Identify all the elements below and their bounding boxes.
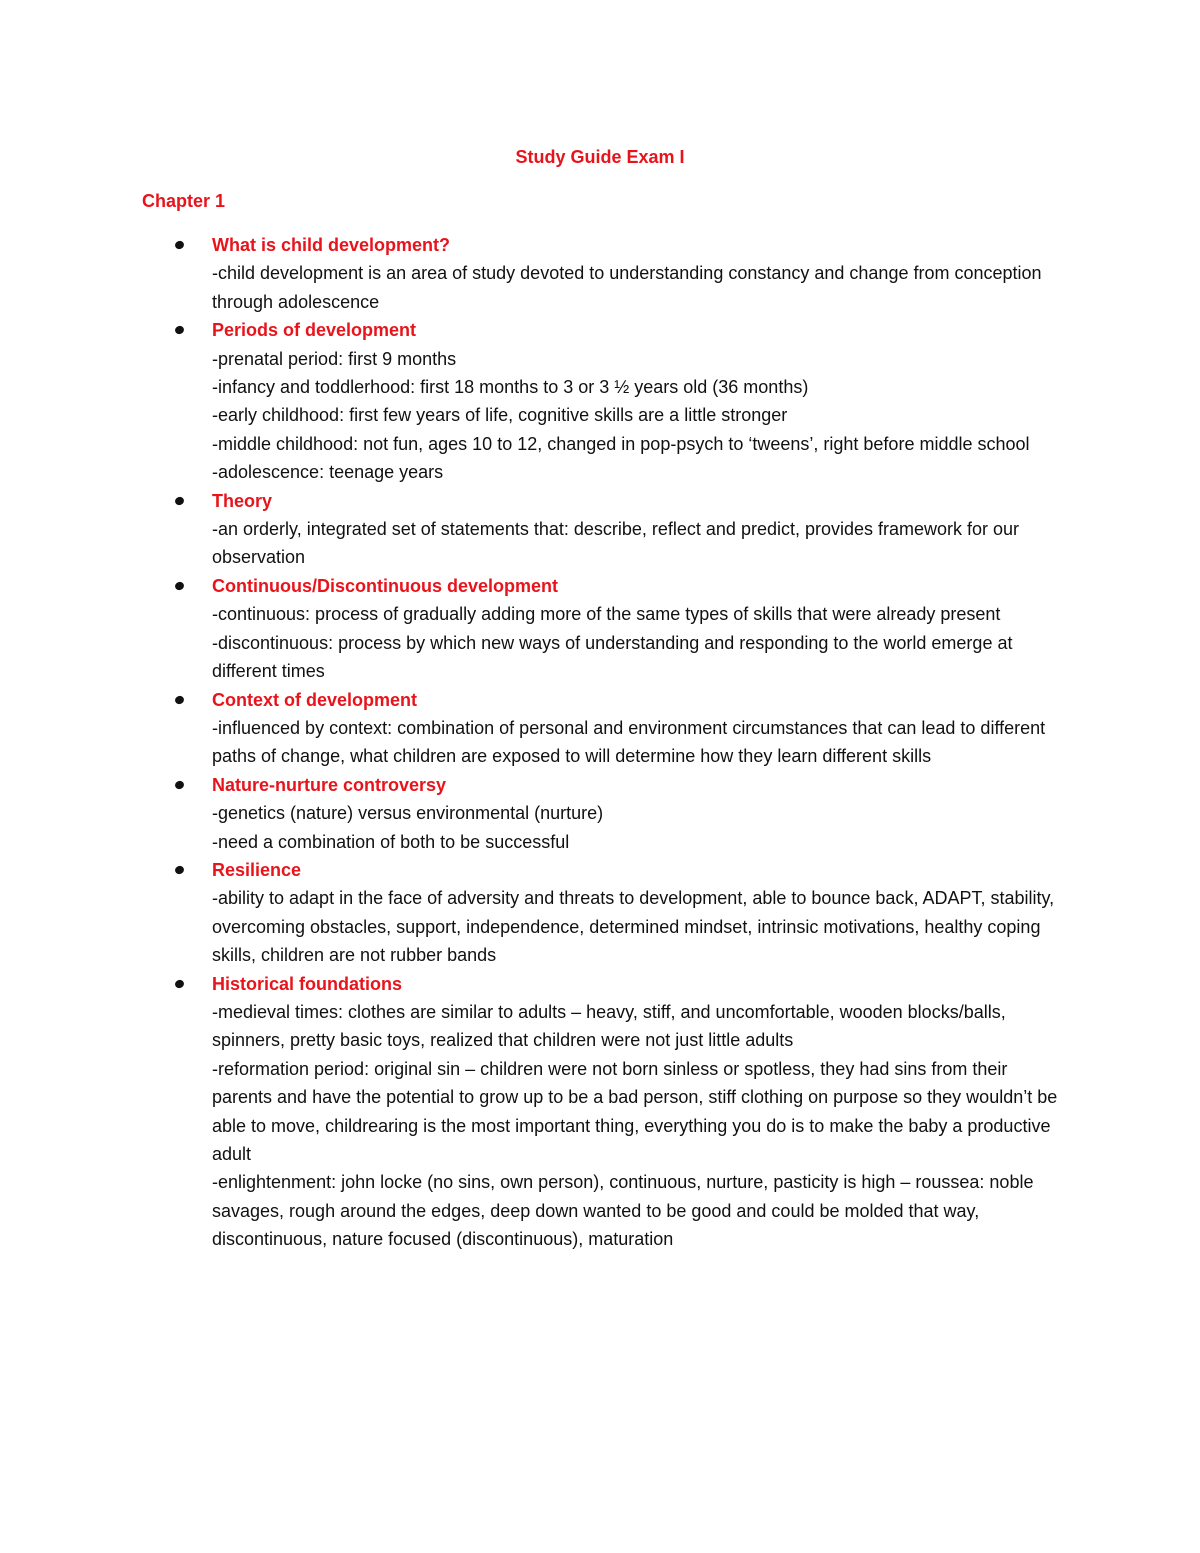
chapter-heading: Chapter 1: [142, 191, 226, 211]
bullet-icon: [174, 240, 185, 251]
topic-text: -enlightenment: john locke (no sins, own person), continuous, nurture, pasticity is high – roussea: noble savages, rough around the edges, deep down wanted to be good and could be molded that way, discontinuous, nature focused (discontinuous), maturation: [212, 1172, 1034, 1250]
topic-text: -infancy and toddlerhood: first 18 months to 3 or 3 ½ years old (36 months): [212, 377, 809, 398]
topic-item: [168, 572, 1068, 686]
bullet-icon: [174, 978, 185, 989]
topic-item: [168, 686, 1068, 771]
topic-heading: Nature-nurture controversy: [212, 774, 447, 795]
topic-text: -early childhood: first few years of life, cognitive skills are a little stronger: [212, 405, 788, 426]
topic-heading: Periods of development: [212, 320, 417, 341]
bullet-icon: [174, 865, 185, 876]
topic-heading: Theory: [212, 490, 273, 511]
topic-item: [168, 970, 1068, 1254]
bullet-icon: [174, 779, 185, 790]
topic-item: [168, 316, 1068, 486]
bullet-icon: [174, 325, 185, 336]
topic-heading: Continuous/Discontinuous development: [212, 575, 558, 596]
topic-text: -adolescence: teenage years: [212, 462, 444, 483]
topic-text: -an orderly, integrated set of statements that: describe, reflect and predict, provides framework for our observation: [212, 519, 1020, 568]
topic-item: [168, 231, 1068, 316]
topic-text: -discontinuous: process by which new ways of understanding and responding to the world emerge at different times: [212, 632, 1013, 682]
topic-heading: Context of development: [212, 689, 418, 710]
topic-text: -medieval times: clothes are similar to adults – heavy, stiff, and uncomfortable, wooden blocks/balls, spinners, pretty basic toys, realized that children were not just little adults: [212, 1001, 1006, 1051]
bullet-icon: [174, 694, 185, 705]
topic-text: -child development is an area of study devoted to understanding constancy and change from conception through adolescence: [212, 263, 1042, 312]
topic-text: -continuous: process of gradually adding more of the same types of skills that were already present: [212, 604, 1001, 625]
topic-text: -need a combination of both to be successful: [212, 831, 570, 852]
topic-heading: Resilience: [212, 859, 302, 880]
topic-item: [168, 856, 1068, 970]
topic-text: -influenced by context: combination of personal and environment circumstances that can lead to different paths of change, what children are exposed to will determine how they learn different skills: [212, 717, 1046, 767]
topic-text: -prenatal period: first 9 months: [212, 348, 457, 369]
topic-heading: What is child development?: [212, 235, 451, 255]
topic-text: -ability to adapt in the face of adversity and threats to development, able to bounce back, ADAPT, stability, overcoming obstacles, support, independence, determined mindset, intrinsic motivations, healthy coping skills, children are not rubber bands: [212, 888, 1055, 966]
bullet-icon: [174, 581, 185, 592]
topic-item: [168, 771, 1068, 856]
topic-item: [168, 487, 1068, 572]
topic-text: -genetics (nature) versus environmental (nurture): [212, 803, 604, 824]
document-title: Study Guide Exam I: [515, 147, 685, 167]
bullet-icon: [174, 495, 185, 506]
topic-list: [168, 231, 1068, 1254]
topic-text: -reformation period: original sin – children were not born sinless or spotless, they had sins from their parents and have the potential to grow up to be a bad person, stiff clothing on purpose so they wouldn’t be able to move, childrearing is the most important thing, everything you do is to make the baby a productive adult: [212, 1058, 1058, 1164]
topic-heading: Historical foundations: [212, 973, 403, 994]
topic-text: -middle childhood: not fun, ages 10 to 12, changed in pop-psych to ‘tweens’, right before middle school: [212, 433, 1030, 454]
